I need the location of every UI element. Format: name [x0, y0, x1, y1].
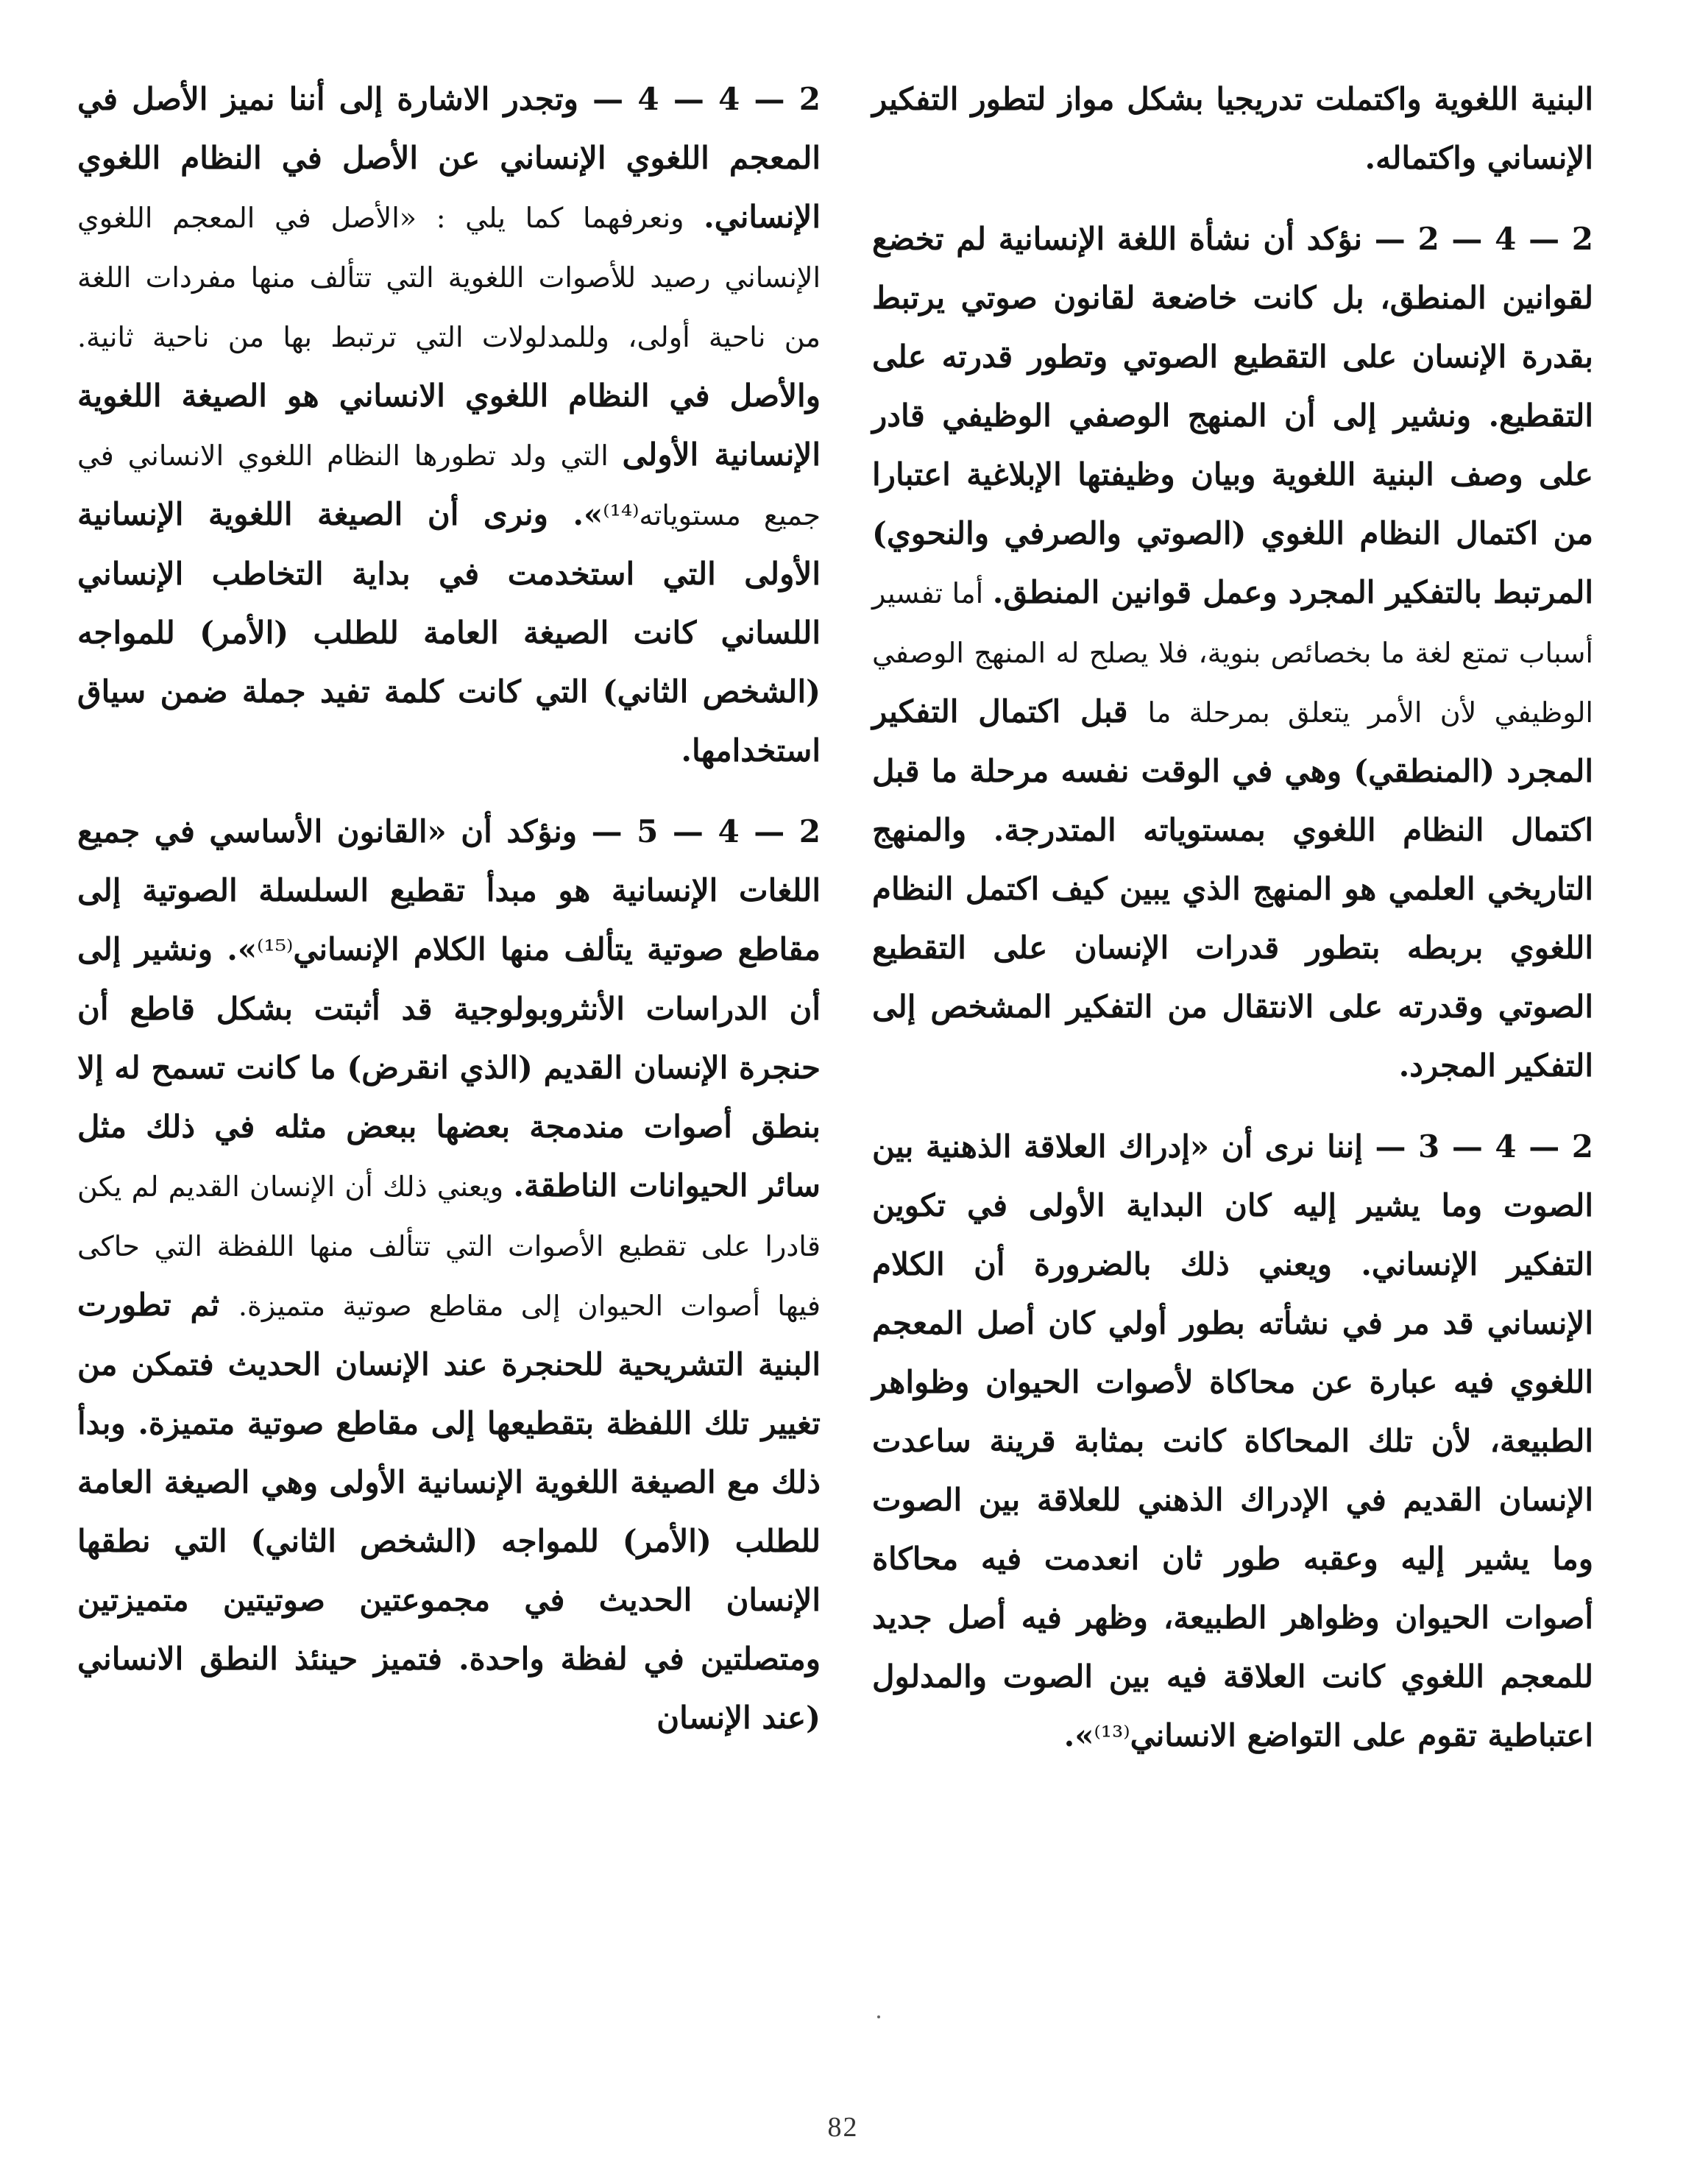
paragraph-text: ». ونرى أن الصيغة اللغوية الإنسانية الأولى التي استخدمت في بداية التخاطب الإنساني اللساني كانت الصيغة العامة للطلب (الأمر) للمواجه (الشخص الثاني) التي كانت كلمة تفيد جملة ضمن سياق استخدامها. [77, 496, 821, 768]
paragraph-continuation [872, 70, 1593, 188]
paragraph-text: ويعني ذلك أن الإنسان القديم لم يكن قادرا على تقطيع الأصوات التي تتألف منها اللفظة التي حاكى فيها أصوات الحيوان إلى مقاطع صوتية متميزة. [77, 1170, 821, 1322]
left-column [77, 70, 821, 1770]
paragraph-2-4-3 [872, 1117, 1593, 1766]
paragraph-text: ». [1063, 1717, 1094, 1753]
scan-speck [877, 2015, 880, 2018]
right-column [872, 70, 1593, 1788]
paragraph-text: أما تفسير أسباب تمتع لغة ما بخصائص بنوية، فلا يصلح له المنهج الوصفي الوظيفي لأن الأمر يتعلق بمرحلة ما [872, 577, 1593, 729]
paragraph-text: 2 — 4 — 2 — نؤكد أن نشأة اللغة الإنسانية لم تخضع لقوانين المنطق، بل كانت خاضعة لقانون صوتي يرتبط بقدرة الإنسان على التقطيع الصوتي وتطور قدرته على التقطيع. ونشير إلى أن المنهج الوصفي الوظيفي قادر على وصف البنية اللغوية وبيان وظيفتها الإبلاغية اعتبارا من اكتمال النظام اللغوي (الصوتي والصرفي والنحوي) المرتبط بالتفكير المجرد وعمل قوانين المنطق. [872, 221, 1594, 610]
paragraph-text: البنية اللغوية واكتملت تدريجيا بشكل مواز لتطور التفكير الإنساني واكتماله. [872, 81, 1593, 176]
footnote-ref: ⁽¹⁵⁾ [257, 934, 294, 966]
footnote-ref: ⁽¹⁴⁾ [603, 499, 640, 531]
paragraph-2-4-2 [872, 210, 1593, 1095]
paragraph-text: ونعرفهما كما يلي : «الأصل في المعجم اللغوي الإنساني رصيد للأصوات اللغوية التي تتألف منها مفردات اللغة من ناحية أولى، وللمدلولات التي ترتبط بها من ناحية ثانية. [77, 202, 821, 353]
paragraph-2-4-4 [77, 70, 821, 780]
paragraph-text: التي ولد تطورها النظام اللغوي الانساني في جميع مستوياته [77, 439, 821, 531]
paragraph-text: قبل اكتمال التفكير المجرد (المنطقي) وهي في الوقت نفسه مرحلة ما قبل اكتمال النظام اللغوي بمستوياته المتدرجة. والمنهج التاريخي العلمي هو المنهج الذي يبين كيف اكتمل النظام اللغوي بربطه بتطور قدرات الإنسان على التقطيع الصوتي وقدرته على الانتقال من التفكير المشخص إلى التفكير المجرد. [872, 693, 1593, 1084]
page-number: 82 [827, 2112, 859, 2143]
paragraph-text: ». ونشير إلى أن الدراسات الأنثروبولوجية قد أثبتت بشكل قاطع أن حنجرة الإنسان القديم (الذي انقرض) ما كانت تسمح له إلا بنطق أصوات مندمجة بعضها ببعض مثله في ذلك مثل سائر الحيوانات الناطقة. [77, 931, 821, 1204]
paragraph-text: 2 — 4 — 4 — وتجدر الاشارة إلى أننا نميز الأصل في المعجم اللغوي الإنساني عن الأصل في النظام اللغوي الإنساني. [77, 81, 821, 235]
paragraph-text: والأصل في النظام اللغوي الانساني هو الصيغة اللغوية الإنسانية الأولى [77, 378, 821, 473]
paragraph-2-4-5 [77, 802, 821, 1747]
paragraph-text: ثم تطورت البنية التشريحية للحنجرة عند الإنسان الحديث فتمكن من تغيير تلك اللفظة بتقطيعها إلى مقاطع صوتية متميزة. وبدأ ذلك مع الصيغة اللغوية الإنسانية الأولى وهي الصيغة العامة للطلب (الأمر) للمواجه (الشخص الثاني) التي نطقها الإنسان الحديث في مجموعتين صوتيتين متميزتين ومتصلتين في لفظة واحدة. فتميز حينئذ النطق الانساني (عند الإنسان [77, 1287, 821, 1736]
paragraph-text: 2 — 4 — 3 — إننا نرى أن «إدراك العلاقة الذهنية بين الصوت وما يشير إليه كان البداية الأولى في تكوين التفكير الإنساني. ويعني ذلك بالضرورة أن الكلام الإنساني قد مر في نشأته بطور أولي كان أصل المعجم اللغوي فيه عبارة عن محاكاة لأصوات الحيوان وظواهر الطبيعة، لأن تلك المحاكاة كانت بمثابة قرينة ساعدت الإنسان القديم في الإدراك الذهني للعلاقة بين الصوت وما يشير إليه وعقبه طور ثان انعدمت فيه محاكاة أصوات الحيوان وظواهر الطبيعة، وظهر فيه أصل جديد للمعجم اللغوي كانت العلاقة فيه بين الصوت والمدلول اعتباطية تقوم على التواضع الانساني [872, 1128, 1594, 1753]
paragraph-text: 2 — 4 — 5 — ونؤكد أن «القانون الأساسي في جميع اللغات الإنسانية هو مبدأ تقطيع السلسلة الصوتية إلى مقاطع صوتية يتألف منها الكلام الإنساني [77, 813, 821, 967]
footnote-ref: ⁽¹³⁾ [1094, 1720, 1130, 1753]
